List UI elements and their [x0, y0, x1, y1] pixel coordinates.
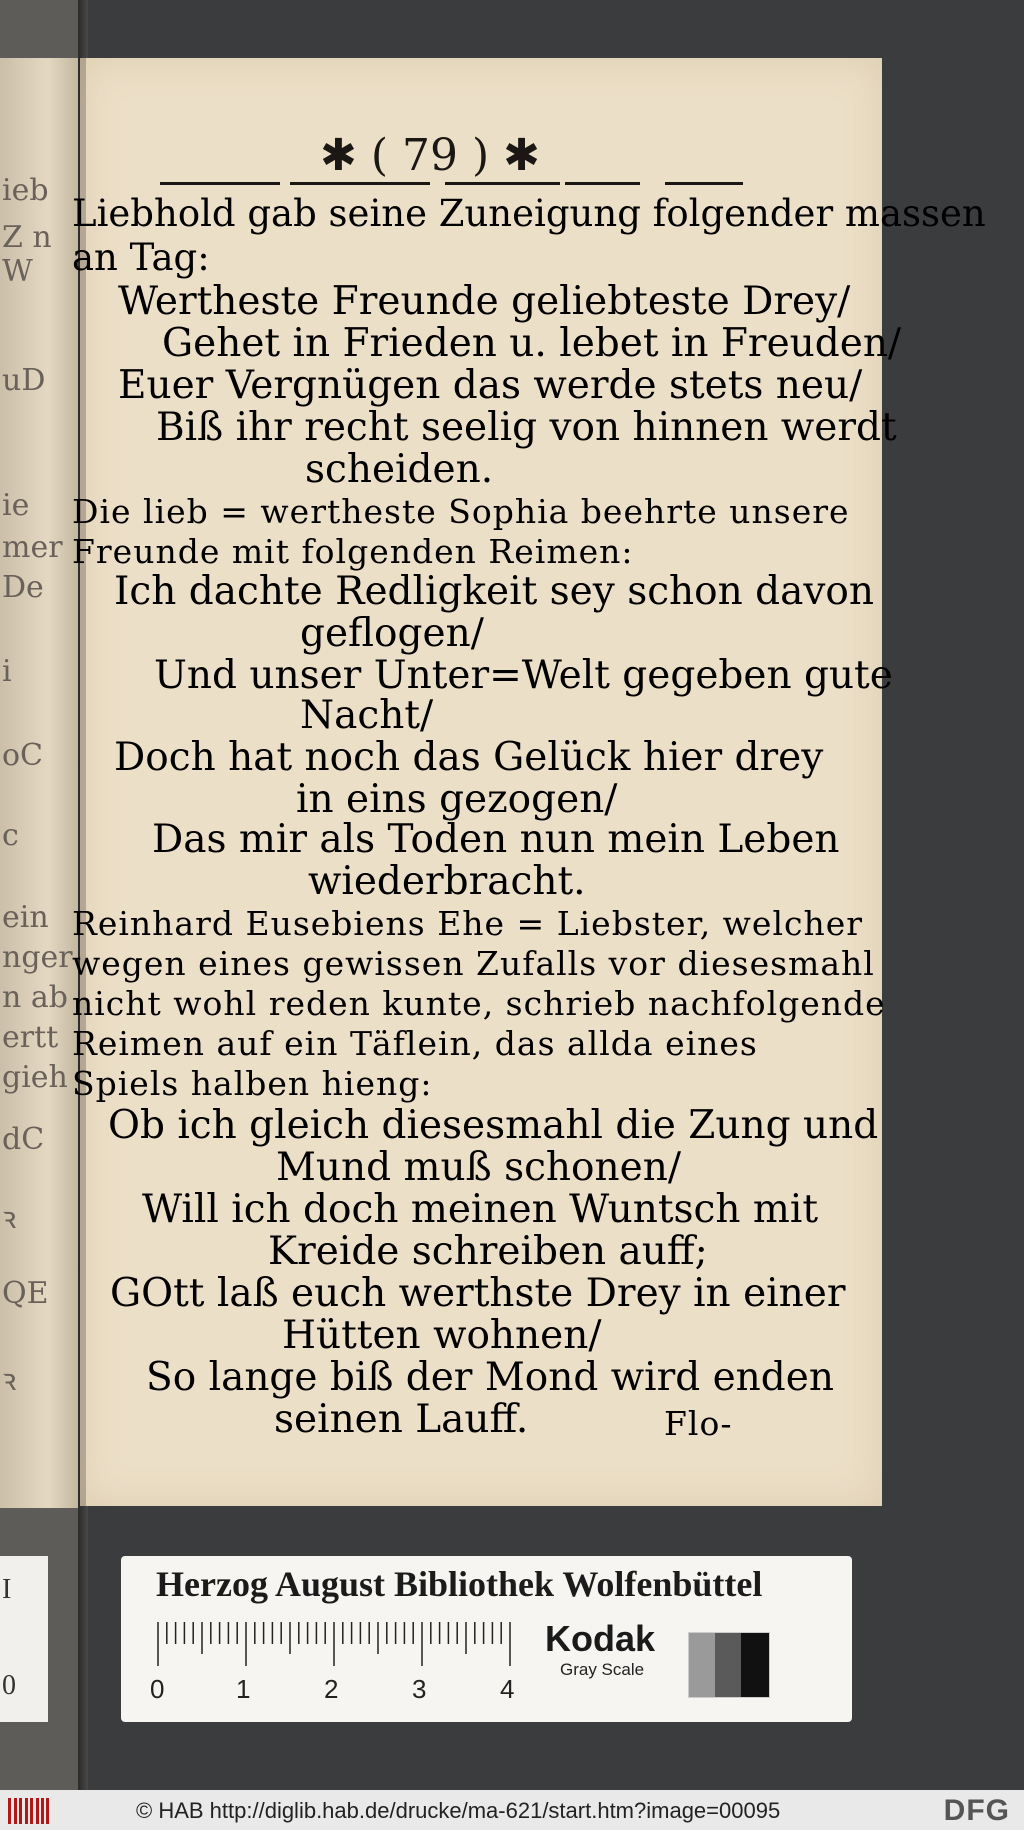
verse-line: Hütten wohnen/ — [282, 1313, 602, 1358]
dfg-logo: DFG — [943, 1794, 1010, 1827]
verse-line: in eins gezogen/ — [296, 777, 618, 822]
verse-line: Euer Vergnügen das werde stets neu/ — [118, 363, 863, 408]
verse-line: Das mir als Toden nun mein Leben — [152, 817, 840, 862]
verse-line: Mund muß schonen/ — [276, 1145, 681, 1190]
text-line: nicht wohl reden kunte, schrieb nachfolgende — [72, 984, 886, 1023]
header-rule — [665, 182, 743, 185]
kodak-subtitle: Gray Scale — [560, 1660, 645, 1679]
verse-line: Biß ihr recht seelig von hinnen werdt — [156, 405, 897, 450]
verse-line: GOtt laß euch werthste Drey in einer — [110, 1271, 846, 1316]
ruler-number: 2 — [324, 1674, 339, 1702]
text-line: Reinhard Eusebiens Ehe = Liebster, welcher — [72, 904, 864, 943]
verse-line: Doch hat noch das Gelück hier drey — [114, 735, 824, 780]
facing-page-text-fragments: ieb Z n W uD ie mer De i oC c ein nger n ab ertt gieh dC ꝛ QE ꝛ — [2, 173, 73, 1398]
library-name: Herzog August Bibliothek Wolfenbüttel — [156, 1564, 763, 1604]
gray-scale-swatch — [688, 1632, 770, 1698]
ruler-number: 1 — [236, 1674, 251, 1702]
catchword: Flo- — [664, 1404, 733, 1443]
text-line: Reimen auf ein Täflein, das allda eines — [72, 1024, 758, 1063]
verse-line: scheiden. — [305, 447, 494, 492]
verse-line: So lange biß der Mond wird enden — [146, 1355, 834, 1400]
verse-line: Ich dachte Redligkeit sey schon davon — [114, 569, 875, 614]
ruler-number: 4 — [500, 1674, 515, 1702]
page-number: ✱ ( 79 ) ✱ — [320, 130, 540, 181]
verse-line: Wertheste Freunde geliebteste Drey/ — [118, 279, 851, 324]
verse-line: Und unser Unter=Welt gegeben gute — [154, 653, 893, 698]
ruler-number: 0 — [150, 1674, 165, 1702]
barcode-icon — [8, 1798, 48, 1824]
verse-line: seinen Lauff. — [274, 1397, 529, 1442]
text-line: an Tag: — [72, 236, 210, 279]
header-rule — [445, 182, 560, 185]
text-line: Liebhold gab seine Zuneigung folgender massen — [72, 192, 986, 235]
kodak-logo: Kodak — [545, 1618, 656, 1659]
verse-line: Ob ich gleich diesesmahl die Zung und — [108, 1103, 879, 1148]
text-line: wegen eines gewissen Zufalls vor diesesmahl — [72, 944, 875, 983]
verse-line: Gehet in Frieden u. lebet in Freuden/ — [162, 321, 902, 366]
verse-line: Will ich doch meinen Wuntsch mit — [142, 1187, 819, 1232]
footer-bar — [0, 1790, 1024, 1830]
header-rule — [290, 182, 430, 185]
text-line: Freunde mit folgenden Reimen: — [72, 532, 634, 571]
verse-line: Kreide schreiben auff; — [268, 1229, 708, 1274]
header-rule — [160, 182, 280, 185]
verse-line: Nacht/ — [300, 693, 434, 738]
ruler-number: 3 — [412, 1674, 427, 1702]
verse-line: geflogen/ — [300, 611, 484, 656]
measurement-ruler — [150, 1622, 520, 1702]
text-line: Die lieb = wertheste Sophia beehrte unsere — [72, 492, 850, 531]
facing-color-card: I 0 — [0, 1556, 48, 1722]
text-line: Spiels halben hieng: — [72, 1064, 433, 1103]
verse-line: wiederbracht. — [308, 859, 586, 904]
copyright-link[interactable]: © HAB http://diglib.hab.de/drucke/ma-621/start.htm?image=00095 — [136, 1798, 781, 1823]
header-rule — [565, 182, 640, 185]
